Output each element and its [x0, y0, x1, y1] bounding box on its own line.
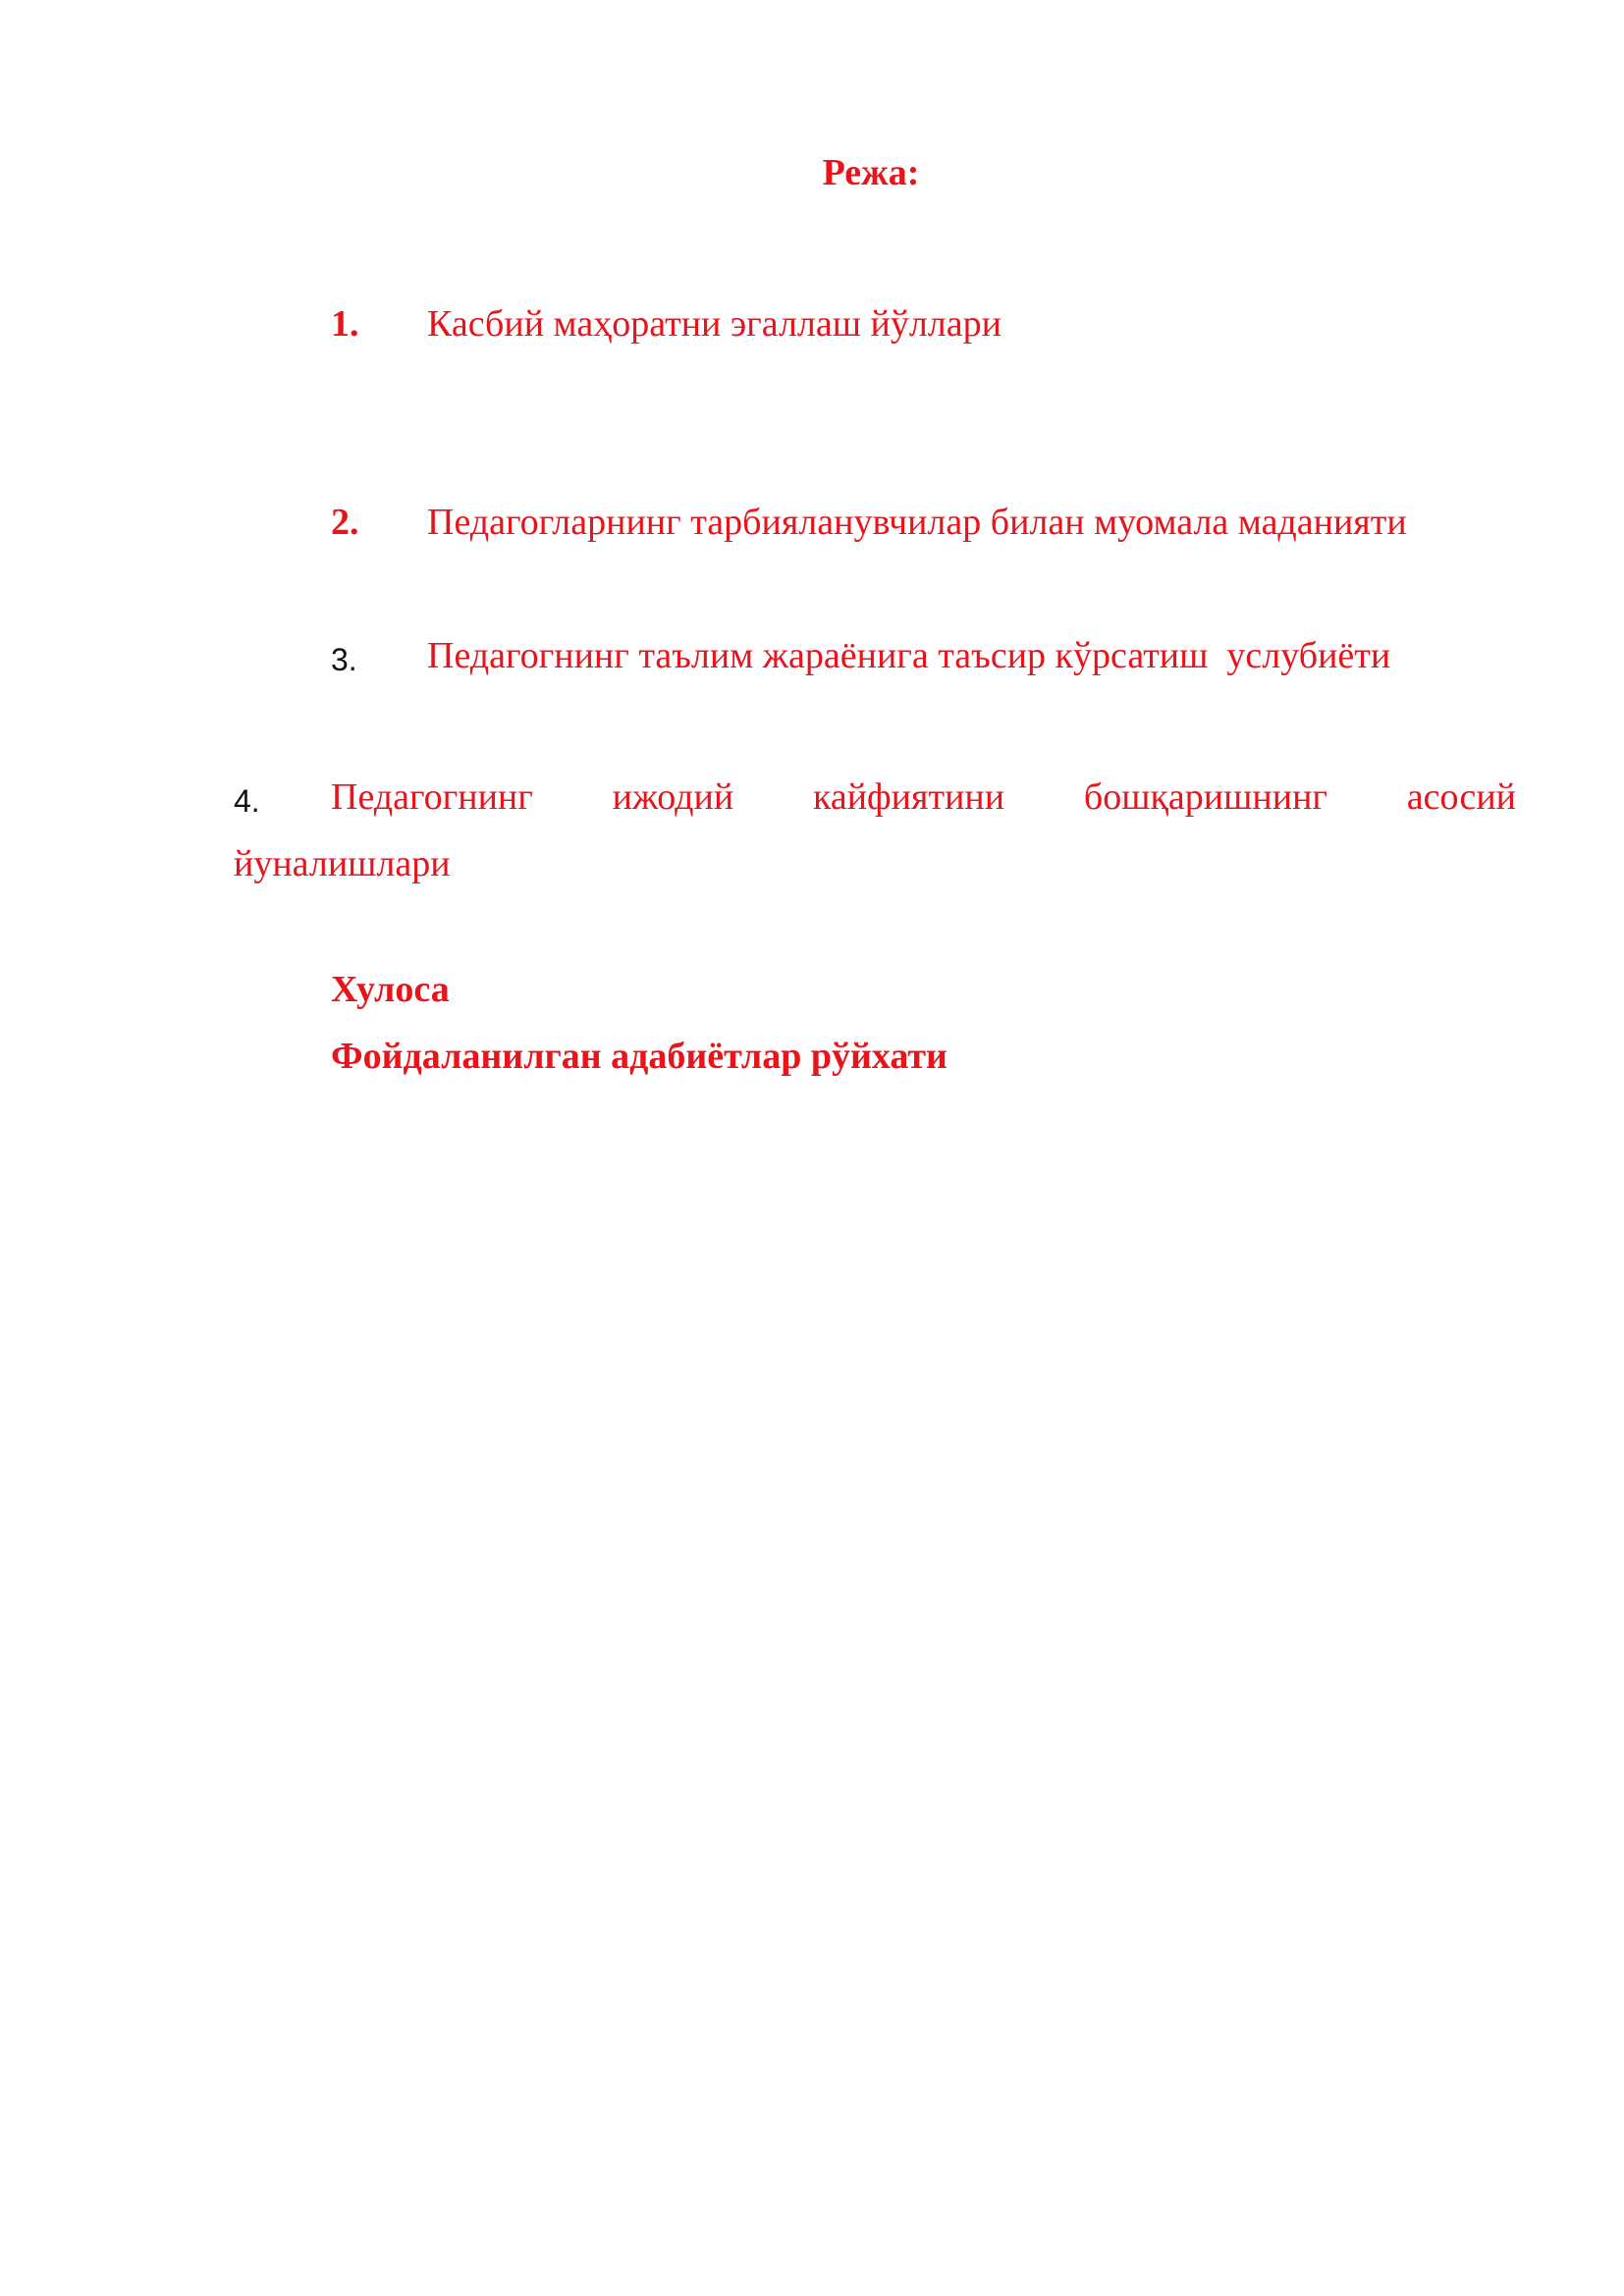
plan-item-word: ижодий [612, 776, 734, 818]
plan-item-number: 3. [331, 642, 357, 677]
plan-item-text: Педагогнинг таълим жараёнига таъсир кўрсатиш услубиёти [427, 635, 1391, 676]
conclusion-heading: Хулоса [331, 969, 450, 1010]
plan-item-number: 2. [331, 502, 359, 543]
plan-item-continuation: йуналишлари [234, 843, 451, 884]
references-heading: Фойдаланилган адабиётлар рўйхати [331, 1036, 947, 1077]
plan-item-4 [234, 764, 1516, 897]
plan-item-word: кайфиятини [812, 776, 1005, 818]
plan-item-word: Педагогнинг [331, 776, 533, 818]
plan-item-text: Педагогларнинг тарбияланувчилар билан муомала маданияти [427, 502, 1407, 543]
plan-item-number: 4. [234, 783, 260, 819]
plan-item-word: асосий [1406, 776, 1516, 818]
plan-item-word: бошқаришнинг [1083, 776, 1327, 818]
plan-title: Режа: [822, 152, 920, 193]
plan-item-number: 1. [331, 303, 359, 345]
plan-item-text: Касбий маҳоратни эгаллаш йўллари [427, 303, 1001, 345]
